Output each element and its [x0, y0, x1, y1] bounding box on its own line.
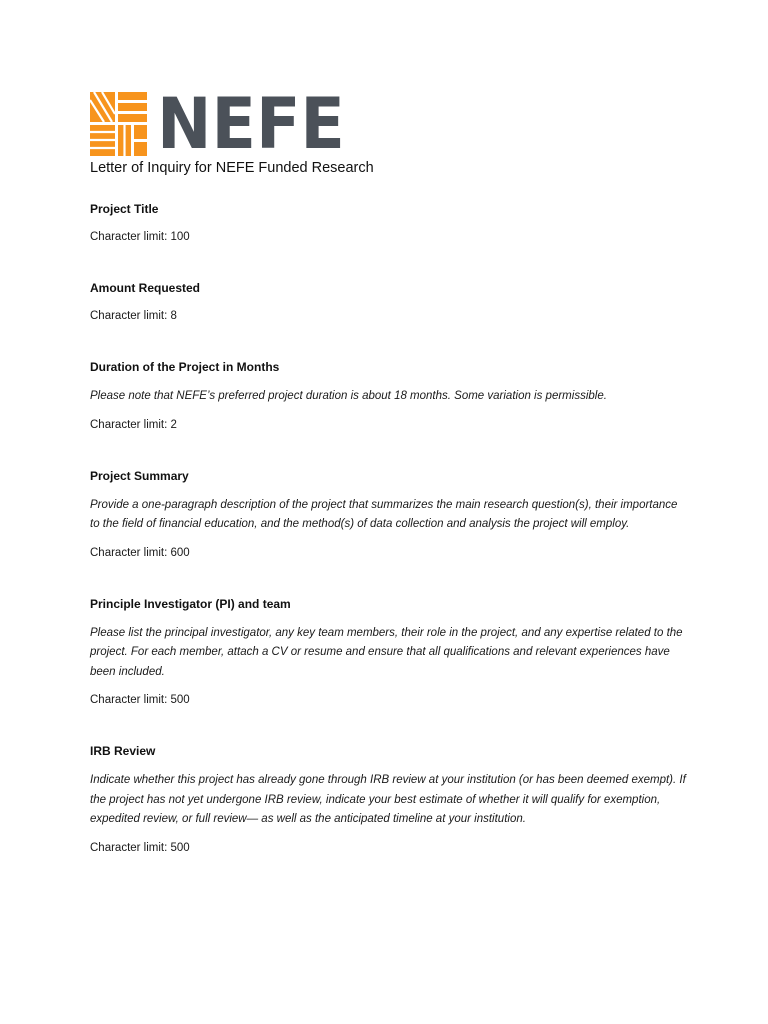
character-limit: Character limit: 500: [90, 694, 190, 706]
section-heading: Project Summary: [90, 468, 189, 483]
character-limit: Character limit: 8: [90, 310, 177, 322]
section-duration: [90, 360, 690, 433]
section-project-summary: [90, 469, 690, 561]
nefe-logo: [90, 83, 690, 165]
section-amount-requested: [90, 281, 690, 324]
section-heading: Project Title: [90, 202, 159, 216]
section-irb-review: [90, 744, 690, 856]
nefe-logo-mark-icon: [90, 92, 147, 156]
section-heading: IRB Review: [90, 744, 156, 758]
section-project-title: [90, 202, 690, 245]
section-heading: Principle Investigator (PI) and team: [90, 596, 291, 611]
section-pi-and-team: [90, 597, 690, 709]
section-instructions: Please note that NEFE’s preferred project duration is about 18 months. Some variation is permissible.: [90, 390, 607, 402]
document-page: [90, 83, 690, 856]
section-heading: Amount Requested: [90, 281, 201, 295]
nefe-wordmark: NEFE: [157, 83, 345, 165]
section-instructions: Please list the principal investigator, any key team members, their role in the project, and any expertise related to the project. For each member, attach a CV or resume and ensure that all qualifications and relevant experiences have been included.: [90, 626, 683, 678]
character-limit: Character limit: 2: [90, 418, 177, 431]
section-instructions: Provide a one-paragraph description of the project that summarizes the main research question(s), their importance to the field of financial education, and the method(s) of data collection and analysis the project will employ.: [90, 498, 678, 530]
document-title: Letter of Inquiry for NEFE Funded Research: [90, 160, 374, 176]
character-limit: Character limit: 600: [90, 546, 190, 559]
section-heading: Duration of the Project in Months: [90, 360, 280, 374]
character-limit: Character limit: 100: [90, 231, 190, 243]
section-instructions: Indicate whether this project has already gone through IRB review at your institution (or has been deemed exempt). If the project has not yet undergone IRB review, indicate your best estimate of whether it will qualify for exemption, expedited review, or full review— as well as the anticipated timeline at your institution.: [90, 774, 686, 825]
character-limit: Character limit: 500: [90, 841, 190, 854]
